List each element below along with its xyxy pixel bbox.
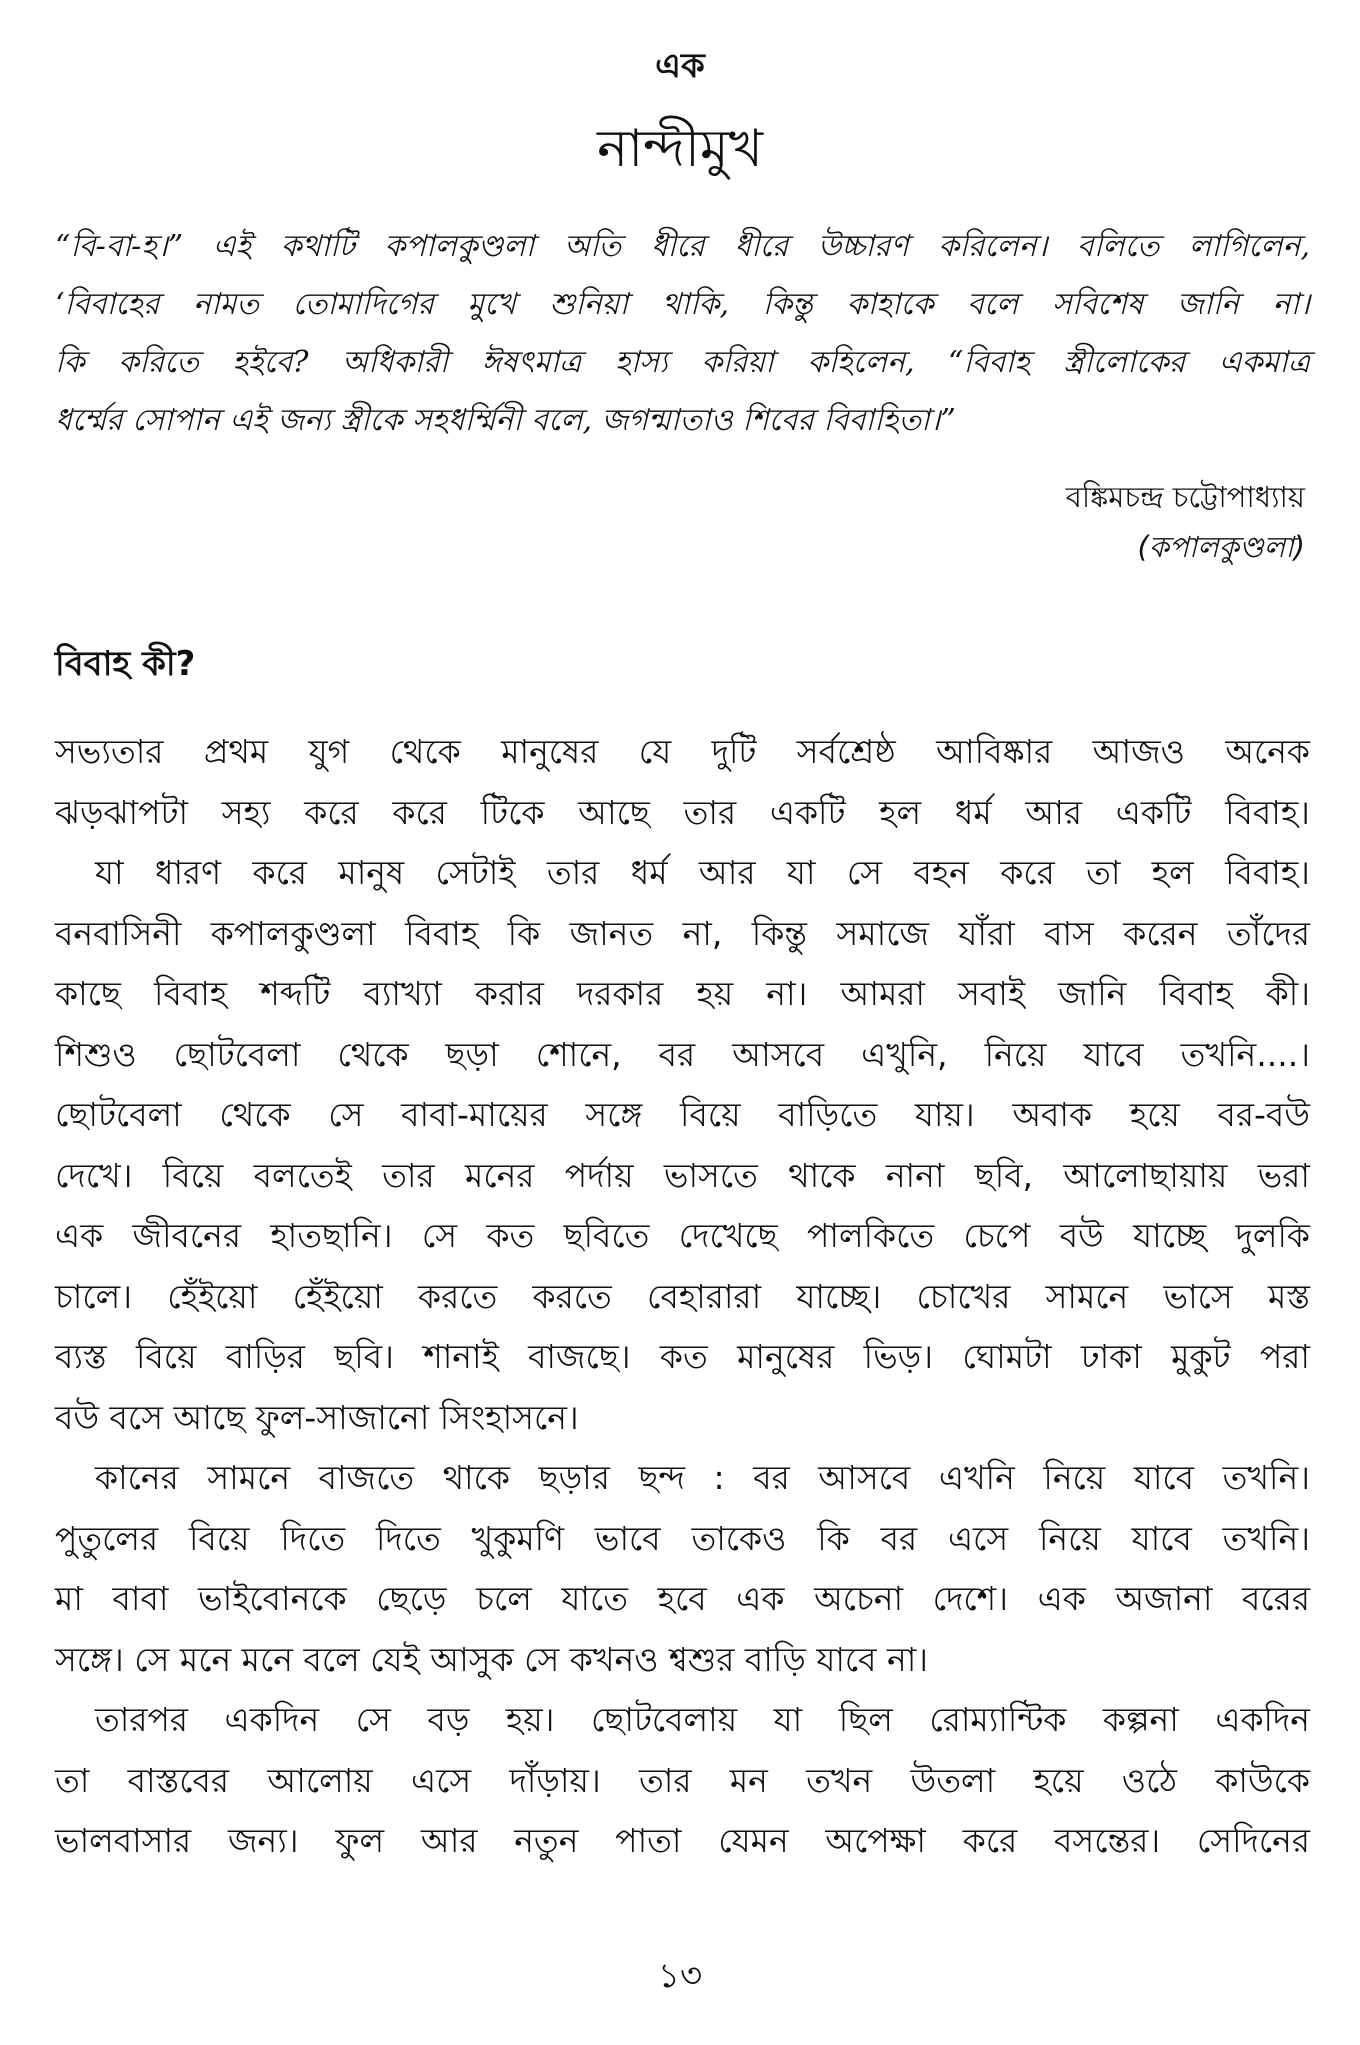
body-line: ব্যস্ত বিয়ে বাড়ির ছবি। শানাই বাজছে। কত মানুষের ভিড়। ঘোমটা ঢাকা মুকুট পরা: [55, 1337, 1310, 1376]
body-line: চালে। হেঁইয়ো হেঁইয়ো করতে করতে বেহারারা যাচ্ছে। চোখের সামনে ভাসে মস্ত: [55, 1276, 1310, 1316]
epigraph-quote: [55, 218, 1310, 450]
section-heading: বিবাহ কী?: [55, 644, 196, 684]
epigraph-line: কি করিতে হইবে? অধিকারী ঈষৎমাত্র হাস্য করিয়া কহিলেন, “বিবাহ স্ত্রীলোকের একমাত্র: [55, 345, 1310, 380]
body-line: মা বাবা ভাইবোনকে ছেড়ে চলে যাতে হবে এক অচেনা দেশে। এক অজানা বরের: [55, 1579, 1310, 1618]
body-line: দেখে। বিয়ে বলতেই তার মনের পর্দায় ভাসতে থাকে নানা ছবি, আলোছায়ায় ভরা: [55, 1155, 1310, 1195]
epigraph-line: “বি-বা-হ।” এই কথাটি কপালকুণ্ডলা অতি ধীরে ধীরে উচ্চারণ করিলেন। বলিতে লাগিলেন,: [55, 229, 1310, 264]
page-number: ১৩: [657, 1956, 703, 1996]
body-line: এক জীবনের হাতছানি। সে কত ছবিতে দেখেছে পালকিতে চেপে বউ যাচ্ছে দুলকি: [55, 1216, 1310, 1255]
body-line: তা বাস্তবের আলোয় এসে দাঁড়ায়। তার মন তখন উতলা হয়ে ওঠে কাউকে: [55, 1760, 1310, 1800]
body-line: কাছে বিবাহ শব্দটি ব্যাখ্যা করার দরকার হয় না। আমরা সবাই জানি বিবাহ কী।: [55, 974, 1310, 1013]
body-line: কানের সামনে বাজতে থাকে ছড়ার ছন্দ : বর আসবে এখনি নিয়ে যাবে তখনি।: [95, 1458, 1310, 1497]
body-line: সঙ্গে। সে মনে মনে বলে যেই আসুক সে কখনও শ্বশুর বাড়ি যাবে না।: [55, 1639, 929, 1679]
chapter-title: নান্দীমুখ: [597, 119, 763, 179]
body-text: [55, 722, 1310, 1872]
body-line: ছোটবেলা থেকে সে বাবা-মায়ের সঙ্গে বিয়ে বাড়িতে যায়। অবাক হয়ে বর-বউ: [55, 1095, 1310, 1134]
body-line: বনবাসিনী কপালকুণ্ডলা বিবাহ কি জানত না, কিন্তু সমাজে যাঁরা বাস করেন তাঁদের: [55, 913, 1310, 953]
epigraph-work: (কপালকুণ্ডলা): [1137, 530, 1305, 564]
epigraph-author: বঙ্কিমচন্দ্র চট্টোপাধ্যায়: [1065, 480, 1305, 514]
body-line: যা ধারণ করে মানুষ সেটাই তার ধর্ম আর যা সে বহন করে তা হল বিবাহ।: [95, 853, 1310, 892]
chapter-number: এক: [655, 46, 705, 86]
epigraph-attribution: [1066, 472, 1305, 572]
body-line: পুতুলের বিয়ে দিতে দিতে খুকুমণি ভাবে তাকেও কি বর এসে নিয়ে যাবে তখনি।: [55, 1518, 1310, 1558]
epigraph-line: ধর্ম্মের সোপান এই জন্য স্ত্রীকে সহধর্ম্মিনী বলে, জগন্মাতাও শিবের বিবাহিতা।”: [55, 403, 956, 438]
epigraph-line: ‘বিবাহের নামত তোমাদিগের মুখে শুনিয়া থাকি, কিন্তু কাহাকে বলে সবিশেষ জানি না।: [55, 287, 1310, 322]
body-line: ভালবাসার জন্য। ফুল আর নতুন পাতা যেমন অপেক্ষা করে বসন্তের। সেদিনের: [55, 1821, 1310, 1860]
body-line: সভ্যতার প্রথম যুগ থেকে মানুষের যে দুটি সর্বশ্রেষ্ঠ আবিষ্কার আজও অনেক: [55, 732, 1310, 771]
body-line: তারপর একদিন সে বড় হয়। ছোটবেলায় যা ছিল রোম্যান্টিক কল্পনা একদিন: [95, 1700, 1310, 1739]
body-line: বউ বসে আছে ফুল-সাজানো সিংহাসনে।: [55, 1397, 579, 1437]
body-line: ঝড়ঝাপটা সহ্য করে করে টিকে আছে তার একটি হল ধর্ম আর একটি বিবাহ।: [55, 792, 1310, 832]
body-line: শিশুও ছোটবেলা থেকে ছড়া শোনে, বর আসবে এখুনি, নিয়ে যাবে তখনি....।: [55, 1034, 1310, 1074]
